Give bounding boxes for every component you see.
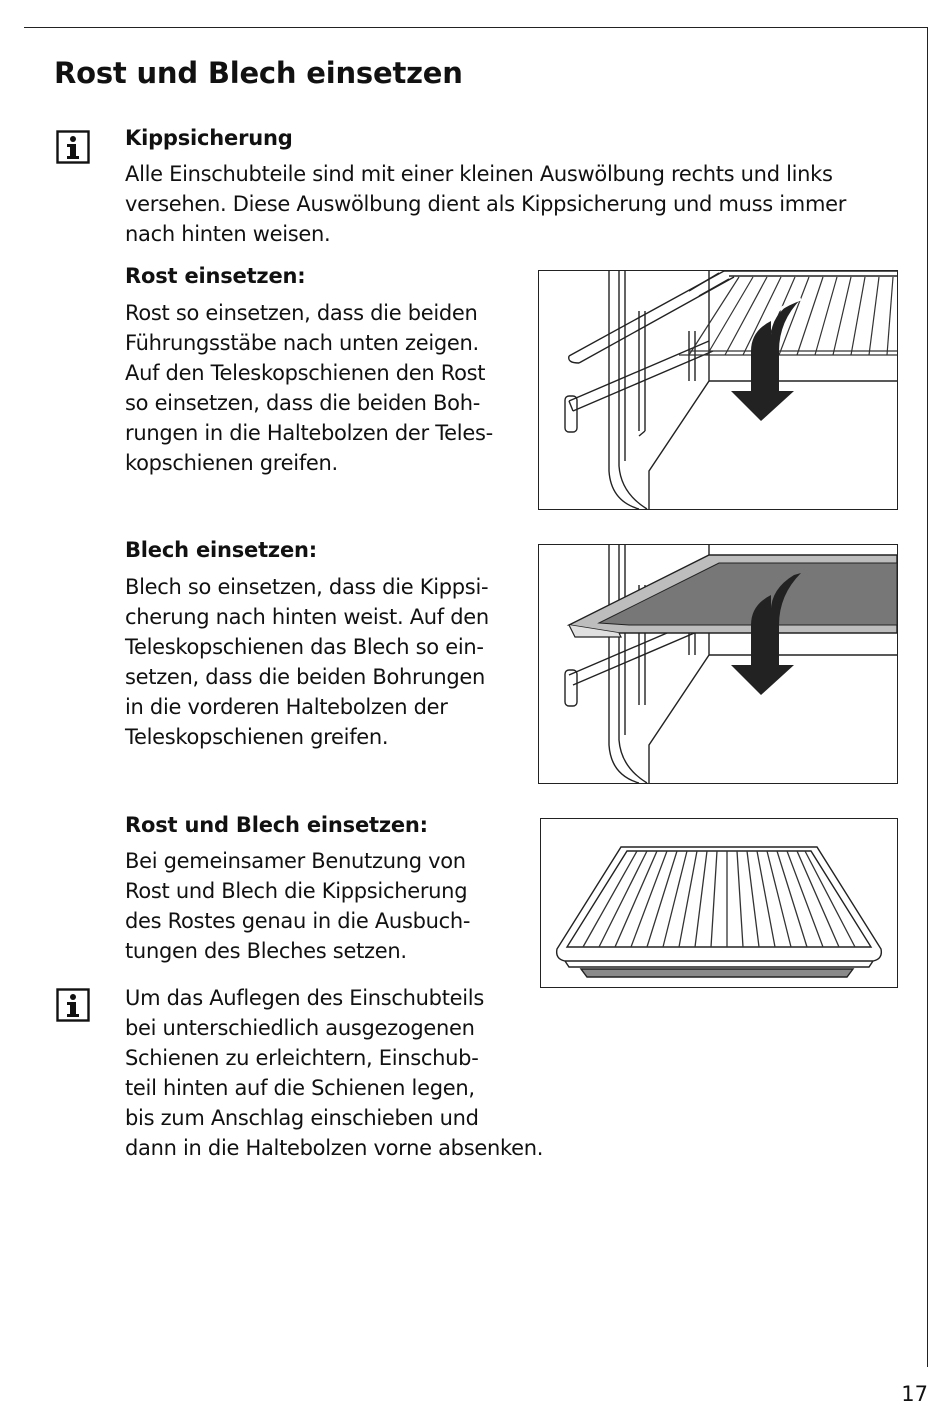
top-rule (24, 27, 928, 28)
right-rule (927, 27, 928, 1367)
blech-text: Blech so einsetzen, dass die Kippsi- cherung nach hinten weist. Auf den Teleskopschienen das Blech so ein- setzen, dass die beiden Bohrungen in die vorderen Haltebolzen der Teleskopschienen greifen. (125, 575, 489, 749)
rack-insert-illustration (538, 270, 898, 510)
kippsicherung-text: Alle Einschubteile sind mit einer kleinen Auswölbung rechts und links versehen. Diese Auswölbung dient als Kippsicherung und muss immer nach hinten weisen. (125, 162, 847, 246)
rost-text: Rost so einsetzen, dass die beiden Führungsstäbe nach unten zeigen. Auf den Teleskopschienen den Rost so einsetzen, dass die beiden Boh- rungen in die Haltebolzen der Teles- kopschienen greifen. (125, 301, 493, 475)
kippsicherung-heading: Kippsicherung (125, 126, 293, 150)
rost-blech-text: Bei gemeinsamer Benutzung von Rost und Blech die Kippsicherung des Rostes genau in die Ausbuch- tungen des Bleches setzen. (125, 849, 471, 963)
page-number: 17 (901, 1382, 928, 1406)
rack-on-tray-illustration (540, 818, 898, 988)
rost-blech-heading: Rost und Blech einsetzen: (125, 813, 428, 837)
info-icon (56, 130, 90, 164)
tray-insert-illustration (538, 544, 898, 784)
blech-heading: Blech einsetzen: (125, 538, 317, 562)
rost-heading: Rost einsetzen: (125, 264, 306, 288)
info-icon (56, 988, 90, 1022)
hinweis-text: Um das Auflegen des Einschubteils bei unterschiedlich ausgezogenen Schienen zu erleichtern, Einschub- teil hinten auf die Schienen legen, bis zum Anschlag einschieben und dann in die Haltebolzen vorne absenken. (125, 986, 544, 1160)
page-title: Rost und Blech einsetzen (54, 56, 463, 90)
